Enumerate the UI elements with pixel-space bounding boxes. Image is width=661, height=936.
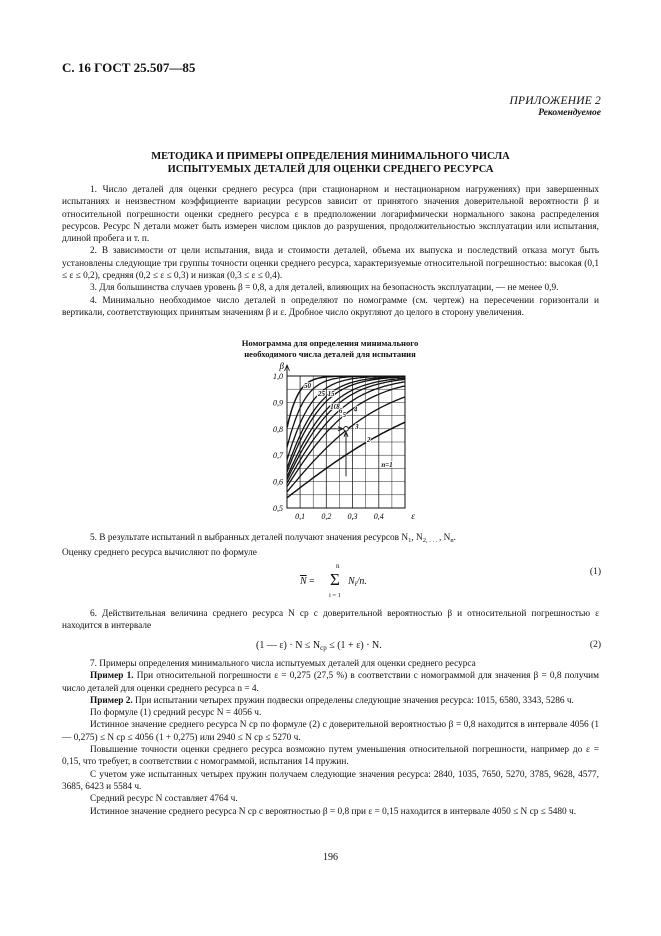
curve-label: 3 [355, 422, 359, 431]
curve-label: 10 [330, 403, 338, 411]
section-title-line2: ИСПЫТУЕМЫХ ДЕТАЛЕЙ ДЛЯ ОЦЕНКИ СРЕДНЕГО РЕСУРСА [167, 164, 494, 175]
curve-label: 2 [366, 436, 371, 444]
p5-dot: . [453, 533, 456, 543]
formula-1-rhs-tail: /n. [356, 576, 367, 587]
formula-1-rhs-sub: i [354, 580, 357, 588]
x-axis-label: ε [411, 511, 415, 521]
formula-2 [256, 640, 382, 652]
p5-subn: n [450, 537, 454, 544]
formula-2-sub: ср [320, 644, 327, 652]
formula-1-sum: Σ [330, 570, 340, 589]
example-2-values: С учетом уже испытанных четырех пружин получаем следующие значения ресурса: 2840, 1035, 7650, 5270, 3785, 9628, 4577, 3685, 6423 и 5584 ч. [62, 769, 599, 792]
y-tick-label: 0,9 [273, 398, 283, 408]
example-2-mean-2: Средний ресурс N составляет 4764 ч. [90, 794, 238, 805]
example-2-text: При испытании четырех пружин подвески определены следующие значения ресурса: 1015, 6580, 3343, 5286 ч. [132, 695, 574, 706]
y-tick-label: 0,6 [273, 477, 283, 487]
example-2-interval-2: Истинное значение среднего ресурса N ср с вероятностью β = 0,8 при ε = 0,15 находится в интервале 4050 ≤ N ср ≤ 5480 ч. [90, 806, 577, 817]
section-title-line1: МЕТОДИКА И ПРИМЕРЫ ОПРЕДЕЛЕНИЯ МИНИМАЛЬНОГО ЧИСЛА [151, 151, 510, 162]
formula-2-number: (2) [589, 640, 601, 650]
curve-label: n=1 [381, 461, 393, 470]
formula-2-left: (1 — ε) · N ≤ N [256, 640, 321, 651]
curve-label: 50 [304, 381, 312, 390]
formula-1 [300, 562, 440, 602]
intro-paragraphs [62, 184, 599, 319]
x-tick-label: 0,2 [321, 512, 332, 521]
chart-title-line1: Номограмма для определения минимального [241, 338, 419, 348]
appendix-label [509, 95, 601, 118]
paragraph-6: 6. Действительная величина среднего ресурса N ср с доверительной вероятностью β и относительной погрешностью ε находится в интервале [62, 609, 599, 632]
example-point [344, 427, 349, 432]
formula-1-rhs [348, 576, 367, 588]
x-tick-label: 0,1 [295, 512, 306, 521]
paragraph-1: 1. Число деталей для оценки среднего ресурса (при стационарном и нестационарном нагружениях) при завершенных испытаниях и неизвестном коэффициенте вариации ресурсов зависит от принятого значения доверительной вероятности β и относительной погрешности оценки среднего ресурса ε в предположении логарифмически нормального закона распределения ресурсов. Ресурс N детали может быть измерен числом циклов до разрушения, продолжительностью эксплуатации или испытания, длиной пробега и т. п. [62, 185, 599, 245]
x-tick-label: 0,4 [373, 512, 384, 521]
curve-label: 4 [353, 405, 358, 414]
p5-sub2: 2, . . . [422, 537, 439, 544]
example-1-label: Пример 1. [90, 671, 134, 682]
formula-1-eq: = [309, 576, 315, 587]
chart-title-line2: необходимого числа деталей для испытания [244, 348, 416, 359]
example-2-precision: Повышение точности оценки среднего ресурса возможно путем уменьшения относительной погрешности, например до ε = 0,15, что требует, в соответствии с номограммой, испытания 14 пружин. [62, 745, 599, 768]
paragraph-5-block [62, 532, 599, 560]
paragraph-5 [62, 532, 599, 547]
y-tick-label: 1,0 [273, 372, 283, 381]
curve-label: 15 [327, 389, 335, 398]
paragraph-6-block [62, 608, 599, 633]
section-title [60, 150, 601, 176]
formula-1-sum-top: n [336, 562, 340, 570]
formula-1-number: (1) [589, 567, 601, 577]
examples-block [62, 658, 599, 818]
p5-sub1: 1 [408, 537, 412, 544]
y-tick-label: 0,7 [273, 451, 283, 461]
page-header: С. 16 ГОСТ 25.507—85 [62, 60, 196, 75]
paragraph-7: 7. Примеры определения минимального числа испытуемых деталей для оценки среднего ресурса [90, 659, 476, 669]
x-tick-label: 0,3 [347, 512, 358, 521]
paragraph-5b: Оценку среднего ресурса вычисляют по формуле [62, 548, 257, 559]
curve-label: 8 [336, 403, 340, 411]
y-tick-label: 0,5 [273, 504, 283, 513]
appendix-title: ПРИЛОЖЕНИЕ 2 [509, 95, 601, 107]
formula-1-sum-bottom: i = 1 [329, 592, 341, 599]
chart-title [160, 338, 500, 359]
p5-end: , N [438, 533, 451, 543]
formula-1-lhs: $\overline{N}$ [300, 576, 307, 587]
p5-text: 5. В результате испытаний n выбранных деталей получают значения ресурсов N [90, 533, 409, 543]
example-1 [62, 670, 599, 695]
example-1-text: При относительной погрешности ε = 0,275 (27,5 %) в соответствии с номограммой для значения β = 0,8 получим число деталей для оценки среднего ресурса n = 4. [62, 671, 600, 694]
paragraph-4: 4. Минимально необходимое число деталей n определяют по номограмме (см. чертеж) на пересечении горизонтали и вертикали, соответствующих принятым значениям β и ε. Дробное число округляют до целого в сторону увеличения. [62, 295, 599, 318]
y-tick-label: 0,8 [273, 424, 283, 434]
formula-1-rhs-n: N [348, 576, 355, 587]
paragraph-2: 2. В зависимости от цели испытания, вида и стоимости деталей, объема их выпуска и последствий отказа могут быть установлены следующие три группы точности оценки среднего ресурса, характеризуемые относительной погрешностью: высокая (0,1 ≤ ε ≤ 0,2), средняя (0,2 ≤ ε ≤ 0,3) и низкая (0,3 ≤ ε ≤ 0,4). [62, 246, 599, 282]
appendix-note: Рекомендуемое [538, 108, 601, 118]
page-number: 196 [323, 852, 338, 863]
formula-2-right: ≤ (1 + ε) · N. [326, 640, 382, 651]
curve-label: 5 [342, 410, 347, 419]
example-2-interval: Истинное значение среднего ресурса N ср по формуле (2) с доверительной вероятностью β = 0,8 находится в интервале 4056 (1 — 0,275) ≤ N ср ≤ 4056 (1 + 0,275) или 2940 ≤ N ср ≤ 5270 ч. [62, 720, 599, 743]
curve-label: 6 [338, 406, 343, 415]
paragraph-3: 3. Для большинства случаев уровень β = 0,8, а для деталей, влияющих на безопасность эксплуатации, — не менее 0,9. [90, 283, 559, 294]
p5-mid: , N [411, 533, 423, 543]
curve-label: 25 [317, 389, 325, 398]
example-2 [62, 695, 599, 707]
y-axis-label: β [279, 362, 284, 371]
example-2-label: Пример 2. [90, 695, 133, 706]
example-2-mean: По формуле (1) средний ресурс N = 4056 ч. [90, 708, 262, 719]
nomogram-chart [255, 362, 435, 524]
